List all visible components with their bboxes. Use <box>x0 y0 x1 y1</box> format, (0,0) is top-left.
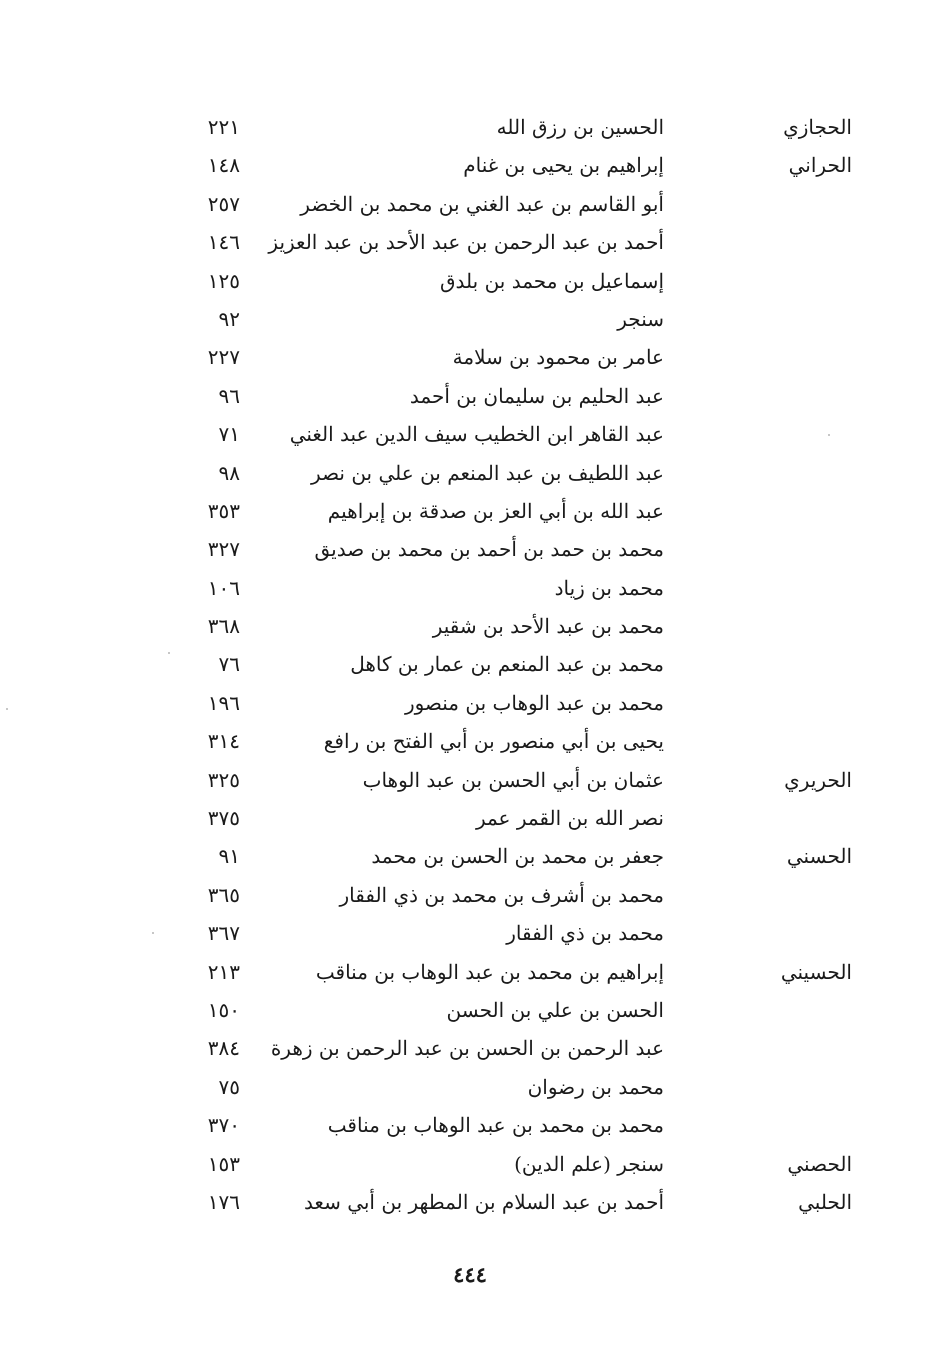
index-entry <box>0 684 940 722</box>
entry-name: عبد الحليم بن سليمان بن أحمد <box>409 383 664 408</box>
entry-name: محمد بن رضوان <box>527 1074 664 1099</box>
index-entry <box>0 914 940 952</box>
entry-page-number: ١٢٥ <box>207 268 240 293</box>
index-entry <box>0 415 940 453</box>
entry-nisba: الحسيني <box>780 959 852 984</box>
entry-page-number: ١٠٦ <box>207 575 240 600</box>
entry-nisba: الحراني <box>788 153 852 178</box>
entry-name: محمد بن أشرف بن محمد بن ذي الفقار <box>339 882 664 907</box>
entry-page-number: ١٤٦ <box>207 230 240 255</box>
entry-name: عامر بن محمود بن سلامة <box>452 345 664 370</box>
entry-page-number: ٣٢٥ <box>207 767 240 792</box>
entry-name: أحمد بن عبد السلام بن المطهر بن أبي سعد <box>303 1189 664 1214</box>
entry-name: سنجر <box>617 306 664 331</box>
index-entry <box>0 569 940 607</box>
entry-name: يحيى بن أبي منصور بن أبي الفتح بن رافع <box>323 729 664 754</box>
entry-name: أبو القاسم بن عبد الغني بن محمد بن الخضر <box>300 191 664 216</box>
index-entry <box>0 799 940 837</box>
entry-page-number: ٣٦٨ <box>207 614 240 639</box>
entry-page-number: ٧٥ <box>218 1074 240 1099</box>
index-entry <box>0 953 940 991</box>
entry-name: إبراهيم بن محمد بن عبد الوهاب بن مناقب <box>315 959 664 984</box>
entry-page-number: ٧٦ <box>218 652 240 677</box>
entry-page-number: ٣٧٠ <box>207 1113 240 1138</box>
entry-name: إسماعيل بن محمد بن بلدق <box>440 268 664 293</box>
entry-name: جعفر بن محمد بن الحسن بن محمد <box>371 844 664 869</box>
index-entry <box>0 1068 940 1106</box>
index-entry <box>0 108 940 146</box>
entry-name: عبد القاهر ابن الخطيب سيف الدين عبد الغني <box>289 422 664 447</box>
index-entry <box>0 761 940 799</box>
index-entry <box>0 1145 940 1183</box>
entry-page-number: ٩٦ <box>218 383 240 408</box>
entry-name: أحمد بن عبد الرحمن بن عبد الأحد بن عبد العزيز <box>268 230 664 255</box>
entry-page-number: ١٥٣ <box>207 1151 240 1176</box>
entry-nisba: الحلبي <box>798 1189 852 1214</box>
entry-name: عبد الله بن أبي العز بن صدقة بن إبراهيم <box>327 498 664 523</box>
entry-page-number: ٣٧٥ <box>207 806 240 831</box>
entry-name: عبد الرحمن بن الحسن بن عبد الرحمن بن زهرة <box>270 1036 664 1061</box>
entry-page-number: ٩١ <box>218 844 240 869</box>
entry-page-number: ٢١٣ <box>207 959 240 984</box>
entry-nisba: الحصني <box>787 1151 852 1176</box>
index-entry <box>0 492 940 530</box>
index-list <box>0 108 940 1221</box>
page-number: ٤٤٤ <box>453 1262 487 1287</box>
index-entry <box>0 991 940 1029</box>
entry-name: محمد بن عبد الأحد بن شقير <box>432 614 664 639</box>
scan-speck <box>828 434 830 436</box>
index-entry <box>0 1029 940 1067</box>
entry-page-number: ٢٢٧ <box>207 345 240 370</box>
index-entry <box>0 454 940 492</box>
index-entry <box>0 645 940 683</box>
entry-name: محمد بن زياد <box>554 575 664 600</box>
entry-name: عبد اللطيف بن عبد المنعم بن علي بن نصر <box>311 460 664 485</box>
index-entry <box>0 262 940 300</box>
entry-page-number: ٣٢٧ <box>207 537 240 562</box>
entry-name: الحسن بن علي بن الحسن <box>446 997 664 1022</box>
entry-name: سنجر (علم الدين) <box>514 1151 664 1176</box>
entry-page-number: ٩٢ <box>218 306 240 331</box>
entry-page-number: ١٤٨ <box>207 153 240 178</box>
index-entry <box>0 1106 940 1144</box>
entry-page-number: ٢٥٧ <box>207 191 240 216</box>
entry-name: محمد بن ذي الفقار <box>506 921 664 946</box>
index-entry <box>0 185 940 223</box>
entry-nisba: الحريري <box>784 767 852 792</box>
entry-name: محمد بن محمد بن عبد الوهاب بن مناقب <box>327 1113 664 1138</box>
index-entry <box>0 876 940 914</box>
index-entry <box>0 722 940 760</box>
entry-name: إبراهيم بن يحيى بن غنام <box>463 153 664 178</box>
entry-page-number: ١٧٦ <box>207 1189 240 1214</box>
entry-name: الحسين بن رزق الله <box>496 115 664 139</box>
scan-speck <box>168 652 170 654</box>
entry-page-number: ٣٦٧ <box>207 921 240 946</box>
index-entry <box>0 1183 940 1221</box>
entry-name: عثمان بن أبي الحسن بن عبد الوهاب <box>362 767 664 792</box>
entry-name: محمد بن حمد بن أحمد بن محمد بن صديق <box>314 537 664 562</box>
entry-name: محمد بن عبد المنعم بن عمار بن كاهل <box>350 652 664 677</box>
scan-speck <box>152 932 154 934</box>
index-entry <box>0 607 940 645</box>
index-entry <box>0 223 940 261</box>
index-entry <box>0 300 940 338</box>
entry-page-number: ٣٥٣ <box>207 498 240 523</box>
entry-nisba: الحجازي <box>783 115 852 139</box>
entry-name: نصر الله بن القمر عمر <box>475 806 664 831</box>
entry-page-number: ١٥٠ <box>207 997 240 1022</box>
scan-speck <box>6 708 8 710</box>
entry-page-number: ٣١٤ <box>207 729 240 754</box>
entry-page-number: ١٩٦ <box>207 690 240 715</box>
entry-page-number: ٧١ <box>218 422 240 447</box>
entry-page-number: ٣٦٥ <box>207 882 240 907</box>
index-entry <box>0 530 940 568</box>
entry-name: محمد بن عبد الوهاب بن منصور <box>404 690 664 715</box>
index-entry <box>0 146 940 184</box>
entry-page-number: ٣٨٤ <box>207 1036 240 1061</box>
entry-page-number: ٩٨ <box>218 460 240 485</box>
entry-page-number: ٢٢١ <box>207 115 240 139</box>
entry-nisba: الحسني <box>786 844 852 869</box>
index-entry <box>0 338 940 376</box>
index-entry <box>0 377 940 415</box>
index-entry <box>0 837 940 875</box>
